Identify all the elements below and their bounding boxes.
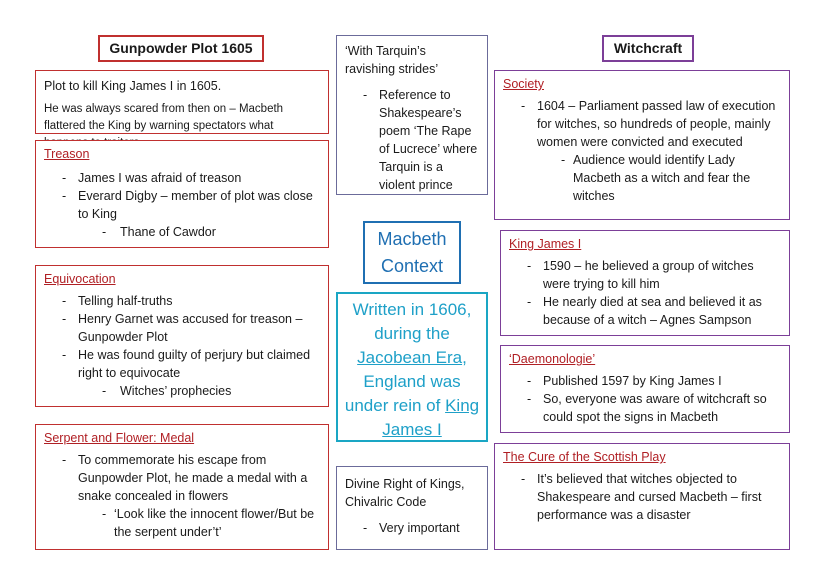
treason-list — [44, 169, 320, 241]
list-item: - 1590 – he believed a group of witches were trying to kill him — [509, 257, 781, 293]
divine-text: Divine Right of Kings, Chivalric Code — [345, 477, 465, 509]
tarquin-list — [345, 86, 479, 194]
list-item: - James I was afraid of treason — [44, 169, 320, 187]
serpent-list — [44, 451, 320, 541]
treason-heading: Treason — [44, 147, 90, 161]
list-item: - It’s believed that witches objected to Shakespeare and cursed Macbeth – first performance was a disaster — [503, 470, 781, 524]
list-item: - He nearly died at sea and believed it as because of a witch – Agnes Sampson — [509, 293, 781, 329]
daemonologie-list — [509, 372, 781, 426]
list-item: - Published 1597 by King James I — [509, 372, 781, 390]
kingjames-list — [509, 257, 781, 329]
society-heading: Society — [503, 77, 544, 91]
gunpowder-title — [98, 35, 264, 62]
gunpowder-box — [35, 70, 329, 134]
list-item: - Henry Garnet was accused for treason – Gunpowder Plot — [44, 310, 320, 346]
context-title-line1: Macbeth — [377, 229, 447, 249]
list-item: - He was found guilty of perjury but claimed right to equivocate — [44, 346, 320, 382]
list-item: - Everard Digby – member of plot was close to King — [44, 187, 320, 223]
equivocation-box — [35, 265, 329, 407]
tarquin-box — [336, 35, 488, 195]
list-item: - Very important — [345, 519, 479, 537]
kingjames-box — [500, 230, 790, 336]
list-item: - 1604 – Parliament passed law of execution for witches, so hundreds of people, mainly women were convicted and executed — [503, 97, 781, 151]
gunpowder-title-text: Gunpowder Plot 1605 — [109, 40, 253, 56]
serpent-box — [35, 424, 329, 550]
list-item: - So, everyone was aware of witchcraft so could spot the signs in Macbeth — [509, 390, 781, 426]
equivocation-list — [44, 292, 320, 400]
written-text — [344, 298, 480, 442]
tarquin-quote: ‘With Tarquin’s ravishing strides’ — [345, 44, 439, 76]
sub-item: - Thane of Cawdor — [44, 223, 320, 241]
comma: , — [462, 348, 467, 367]
sub-item: - Witches’ prophecies — [44, 382, 320, 400]
daemonologie-box — [500, 345, 790, 433]
witchcraft-title — [602, 35, 694, 62]
daemonologie-heading: ‘Daemonologie’ — [509, 352, 596, 366]
divine-list — [345, 519, 479, 537]
serpent-heading: Serpent and Flower: Medal — [44, 431, 195, 445]
gunpowder-note: He was always scared from then on – Macbeth flattered the King by warning spectators what — [44, 103, 284, 132]
cure-box — [494, 443, 790, 550]
context-title-box — [363, 221, 461, 284]
society-list — [503, 97, 781, 205]
written-line: Written in 1606, during the — [352, 300, 472, 343]
cure-heading: The Cure of the Scottish Play — [503, 450, 666, 464]
england-line: England was under rein of — [344, 372, 461, 415]
list-item: - Reference to Shakespeare’s poem ‘The Rape of Lucrece’ where Tarquin is a violent prince — [345, 86, 479, 194]
written-box — [336, 292, 488, 442]
jacobean-era-link[interactable]: Jacobean Era — [357, 348, 463, 367]
sub-item: - ‘Look like the innocent flower/But be the serpent under’t’ — [44, 505, 320, 541]
kingjames-heading: King James I — [509, 237, 582, 251]
cure-list — [503, 470, 781, 524]
list-item: - To commemorate his escape from Gunpowder Plot, he made a medal with a snake concealed in flowers — [44, 451, 320, 505]
list-item: - Telling half-truths — [44, 292, 320, 310]
king-james-link[interactable]: King James I — [382, 396, 480, 439]
gunpowder-intro: Plot to kill King James I in 1605. — [44, 79, 222, 93]
equivocation-heading: Equivocation — [44, 272, 116, 286]
witchcraft-title-text: Witchcraft — [613, 40, 683, 56]
society-box — [494, 70, 790, 220]
divine-box — [336, 466, 488, 550]
treason-box — [35, 140, 329, 248]
sub-item: - Audience would identify Lady Macbeth as a witch and fear the witches — [503, 151, 781, 205]
context-title-line2: Context — [380, 256, 444, 276]
